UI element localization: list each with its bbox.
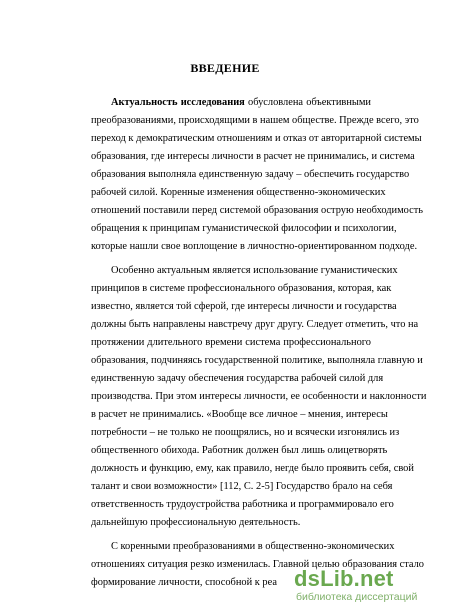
paragraph-line: дальнейшую профессиональную деятельность. (91, 517, 301, 528)
paragraph-line: образования, подчиняясь государственной политике, выполняла главную и (91, 355, 423, 366)
page-heading: ВВЕДЕНИЕ (190, 61, 260, 75)
paragraph-line: которые нашли свое воплощение в личностно-ориентированном подходе. (91, 241, 418, 252)
paragraph-line: образования выполняла единственную задачу – обеспечить государство (91, 169, 410, 180)
paragraph-line: С коренными преобразованиями в общественно-экономических (111, 541, 395, 552)
paragraph-line: обращения к принципам гуманистической философии и психологии, (91, 223, 397, 234)
paragraph-line: известно, является той сферой, где интересы личности и государства (91, 301, 397, 312)
paragraph-line: единственную задачу обеспечения государства рабочей силой для (91, 373, 384, 384)
lead-bold-text: Актуальность исследования (111, 97, 245, 108)
paragraph-line: формирование личности, способной к реа (91, 577, 277, 588)
paragraph-line: должность и функцию, ему, как правило, негде было проявить себя, свой (91, 463, 414, 474)
line-text: обусловлена объективными (248, 97, 371, 108)
paragraph-line: принципов в системе профессионального образования, которая, как (91, 283, 392, 294)
watermark-logo (294, 567, 444, 607)
paragraph-line: переход к демократическим отношениям и отказ от авторитарной системы (91, 133, 422, 144)
watermark-subtitle: библиотека диссертаций (296, 591, 418, 603)
paragraph-line: талант и свои возможности» [112, С. 2-5] Государство брало на себя (91, 481, 393, 492)
paragraph-line: протяжении длительного времени система профессионального (91, 337, 371, 348)
paragraph-line: отношениях ситуация резко изменилась. Главной целью образования стало (91, 559, 424, 570)
paragraph-line: образования, где интересы личности в расчет не принимались, и система (91, 151, 415, 162)
paragraph-line: производства. При этом интересы личности, ее особенности и наклонности (91, 391, 427, 402)
paragraph-line: должны быть направлены навстречу друг другу. Следует отметить, что на (91, 319, 419, 330)
paragraph-line: ответственность трудоустройства работника и программировало его (91, 499, 394, 510)
watermark-logo-text: dsLib.net (294, 566, 394, 591)
paragraph-line: отношений поставили перед системой образования острую необходимость (91, 205, 424, 216)
paragraph-line: преобразованиями, происходящими в нашем обществе. Прежде всего, это (91, 115, 419, 126)
paragraph-line: потребности – не только не поощрялись, но и всячески изгонялись из (91, 427, 400, 438)
paragraph-line (111, 94, 371, 111)
paragraph-line: в расчет не принимались. «Вообще все личное – мнения, интересы (91, 409, 388, 420)
paragraph-line: рабочей силой. Коренные изменения общественно-экономических (91, 187, 386, 198)
paragraph-line: Особенно актуальным является использование гуманистических (111, 265, 398, 276)
paragraph-line: общественного обихода. Работник должен был лишь олицетворять (91, 445, 388, 456)
